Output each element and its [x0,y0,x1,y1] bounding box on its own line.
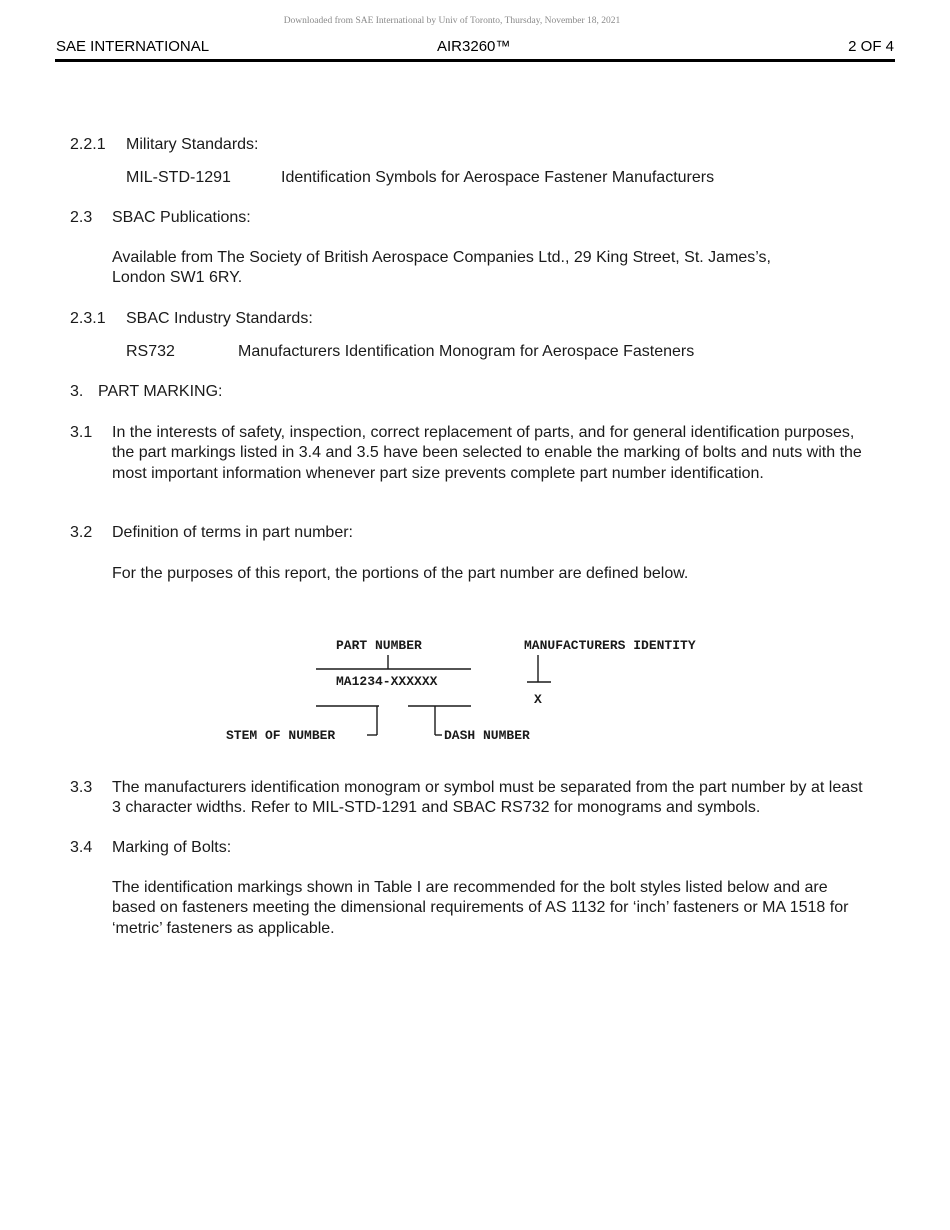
section-number: 3.3 [70,779,93,796]
header-doc-number: AIR3260™ [437,38,511,55]
section-number: 3.1 [70,424,93,441]
header-page-number: 2 OF 4 [848,38,894,55]
section-title: Marking of Bolts: [112,839,232,856]
section-number: 2.3.1 [70,310,106,327]
section-body: The manufacturers identification monogram or symbol must be separated from the part number by at least 3 character widths. Refer to MIL-STD-1291 and SBAC RS732 for monograms and symbols. [112,779,863,817]
section-body: In the interests of safety, inspection, correct replacement of parts, and for general identification purposes, the part markings listed in 3.4 and 3.5 have been selected to enable the marking of bolts and nuts with the most important information whenever part size prevents complete part number identification. [112,424,862,482]
part-number-label: PART NUMBER [336,638,422,653]
stem-label: STEM OF NUMBER [226,728,336,743]
section-title: SBAC Publications: [112,209,251,226]
section-number: 3. [70,383,84,400]
section-body: For the purposes of this report, the portions of the part number are defined below. [112,565,689,582]
section-number: 3.4 [70,839,93,856]
part-number-example: MA1234-XXXXXX [336,674,438,689]
reference-code: MIL-STD-1291 [126,169,231,186]
section-title: Military Standards: [126,136,259,153]
section-number: 2.3 [70,209,93,226]
section-number: 3.2 [70,524,93,541]
identity-example: X [534,692,542,707]
reference-title: Manufacturers Identification Monogram for Aerospace Fasteners [238,343,695,360]
section-title: PART MARKING: [98,383,223,400]
header-rule [55,59,895,62]
download-notice: Downloaded from SAE International by Univ of Toronto, Thursday, November 18, 2021 [283,16,621,26]
manufacturers-identity-label: MANUFACTURERS IDENTITY [524,638,696,653]
part-number-diagram [0,625,950,755]
section-body: The identification markings shown in Table I are recommended for the bolt styles listed below and are based on fasteners meeting the dimensional requirements of AS 1132 for ‘inch’ fasteners or MA 1518 for ‘metric’ fasteners as applicable. [112,879,849,937]
reference-code: RS732 [126,343,175,360]
section-title: SBAC Industry Standards: [126,310,313,327]
dash-label: DASH NUMBER [444,728,530,743]
section-title: Definition of terms in part number: [112,524,353,541]
section-body: Available from The Society of British Aerospace Companies Ltd., 29 King Street, St. James’s, London SW1 6RY. [112,249,771,287]
section-number: 2.2.1 [70,136,106,153]
reference-title: Identification Symbols for Aerospace Fastener Manufacturers [281,169,715,186]
header-org: SAE INTERNATIONAL [56,38,210,55]
